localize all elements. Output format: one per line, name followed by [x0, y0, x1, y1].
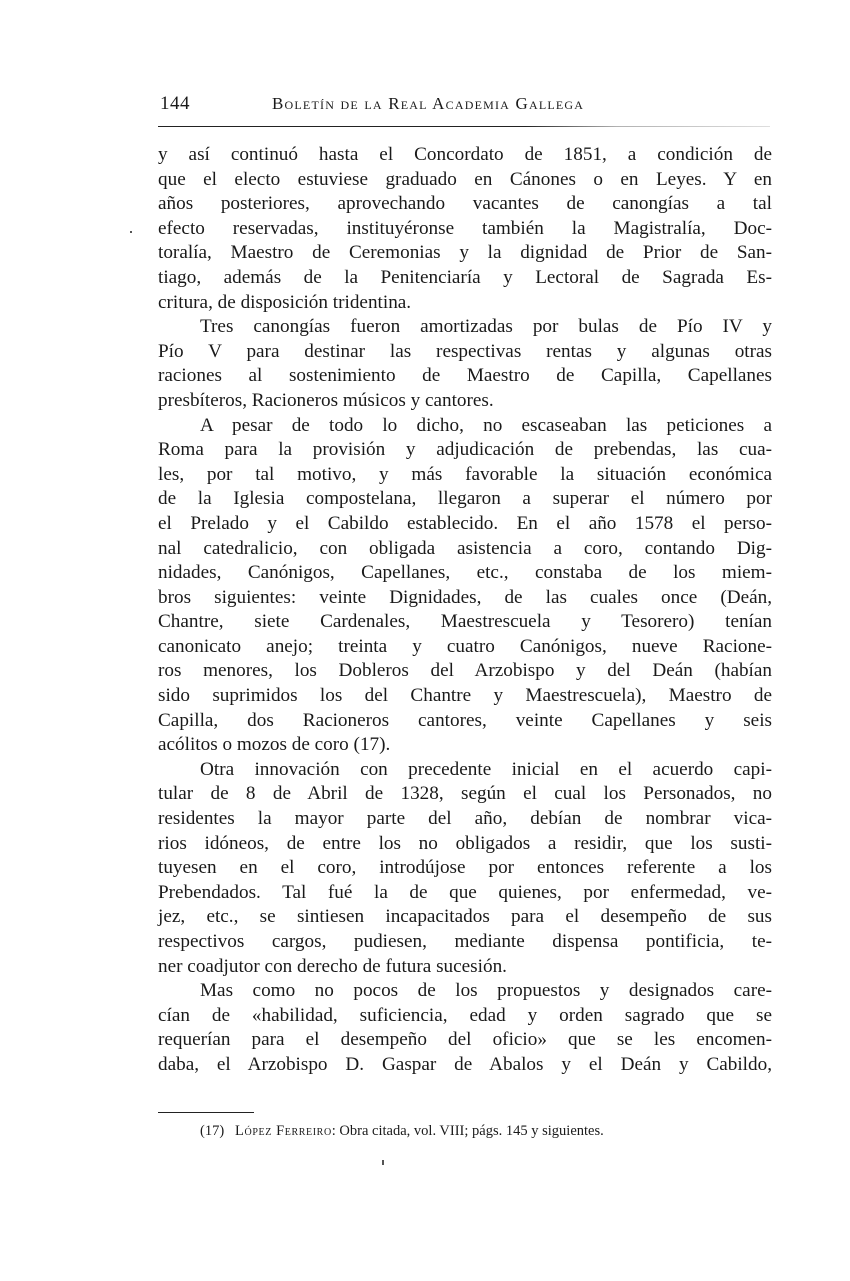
text-line: rios idóneos, de entre los no obligados a residir, que los susti- [158, 832, 772, 854]
scan-speck [382, 1160, 384, 1165]
footnote [200, 1123, 604, 1140]
footnote-text: : Obra citada, vol. VIII; págs. 145 y siguientes. [331, 1123, 604, 1139]
text-line: Tres canongías fueron amortizadas por bulas de Pío IV y [200, 316, 772, 338]
text-line: respectivos cargos, pudiesen, mediante dispensa pontificia, te- [158, 931, 772, 952]
margin-mark [130, 231, 132, 233]
text-line: Chantre, siete Cardenales, Maestrescuela y Tesorero) tenían [158, 611, 772, 633]
journal-title: Boletín de la Real Academia Gallega [272, 94, 585, 113]
text-line: Roma para la provisión y adjudicación de prebendas, las cua- [158, 439, 772, 461]
page-number: 144 [160, 93, 190, 114]
text-line: A pesar de todo lo dicho, no escaseaban las peticiones a [200, 414, 772, 436]
text-line: cían de «habilidad, suficiencia, edad y orden sagrado que se [158, 1004, 772, 1026]
text-line: que el electo estuviese graduado en Cánones o en Leyes. Y en [158, 168, 772, 190]
text-line: requerían para el desempeño del oficio» que se les encomen- [158, 1029, 772, 1051]
text-line: el Prelado y el Cabildo establecido. En el año 1578 el perso- [158, 512, 772, 534]
text-line: ner coadjutor con derecho de futura sucesión. [158, 955, 507, 977]
text-line: nidades, Canónigos, Capellanes, etc., constaba de los miem- [158, 562, 772, 584]
text-line: tular de 8 de Abril de 1328, según el cual los Personados, no [158, 783, 772, 805]
text-line: efecto reservadas, instituyéronse también la Magistralía, Doc- [158, 217, 772, 239]
text-line: bros siguientes: veinte Dignidades, de las cuales once (Deán, [158, 586, 772, 608]
text-line: toralía, Maestro de Ceremonias y la dignidad de Prior de San- [158, 242, 772, 264]
footnote-rule [158, 1112, 254, 1113]
text-line: raciones al sostenimiento de Maestro de Capilla, Capellanes [158, 365, 772, 387]
text-line: ros menores, los Dobleros del Arzobispo y del Deán (habían [158, 660, 772, 682]
text-line: tiago, además de la Penitenciaría y Lectoral de Sagrada Es- [158, 266, 772, 288]
text-line: canonicato anejo; treinta y cuatro Canónigos, nueve Racione- [158, 635, 772, 657]
header-rule [158, 126, 770, 127]
text-line: años posteriores, aprovechando vacantes de canongías a tal [158, 193, 772, 215]
text-line: residentes la mayor parte del año, debían de nombrar vica- [158, 808, 772, 830]
text-line: Mas como no pocos de los propuestos y designados care- [200, 980, 772, 1002]
footnote-number: (17) [200, 1123, 225, 1139]
text-line: y así continuó hasta el Concordato de 1851, a condición de [158, 144, 772, 165]
text-line: critura, de disposición tridentina. [158, 291, 412, 313]
text-line: tuyesen en el coro, introdújose por entonces referente a los [158, 857, 772, 879]
body-text [158, 143, 772, 1078]
footnote-author: López Ferreiro [235, 1123, 332, 1139]
text-line: Otra innovación con precedente inicial en el acuerdo capi- [200, 758, 772, 780]
running-head [160, 93, 772, 119]
text-line: jez, etc., se sintiesen incapacitados para el desempeño de sus [158, 906, 772, 928]
text-line: Pío V para destinar las respectivas rentas y algunas otras [158, 340, 772, 362]
text-line: daba, el Arzobispo D. Gaspar de Abalos y el Deán y Cabildo, [158, 1053, 772, 1075]
text-line: sido suprimidos los del Chantre y Maestrescuela), Maestro de [158, 685, 772, 707]
text-line: de la Iglesia compostelana, llegaron a superar el número por [158, 488, 772, 510]
text-line: nal catedralicio, con obligada asistencia a coro, contando Dig- [158, 537, 772, 559]
text-line: Capilla, dos Racioneros cantores, veinte Capellanes y seis [158, 709, 772, 731]
text-line: acólitos o mozos de coro (17). [158, 734, 391, 756]
text-line: les, por tal motivo, y más favorable la situación económica [158, 463, 772, 485]
text-line: Prebendados. Tal fué la de que quienes, por enfermedad, ve- [158, 881, 772, 903]
text-line: presbíteros, Racioneros músicos y cantores. [158, 389, 494, 411]
